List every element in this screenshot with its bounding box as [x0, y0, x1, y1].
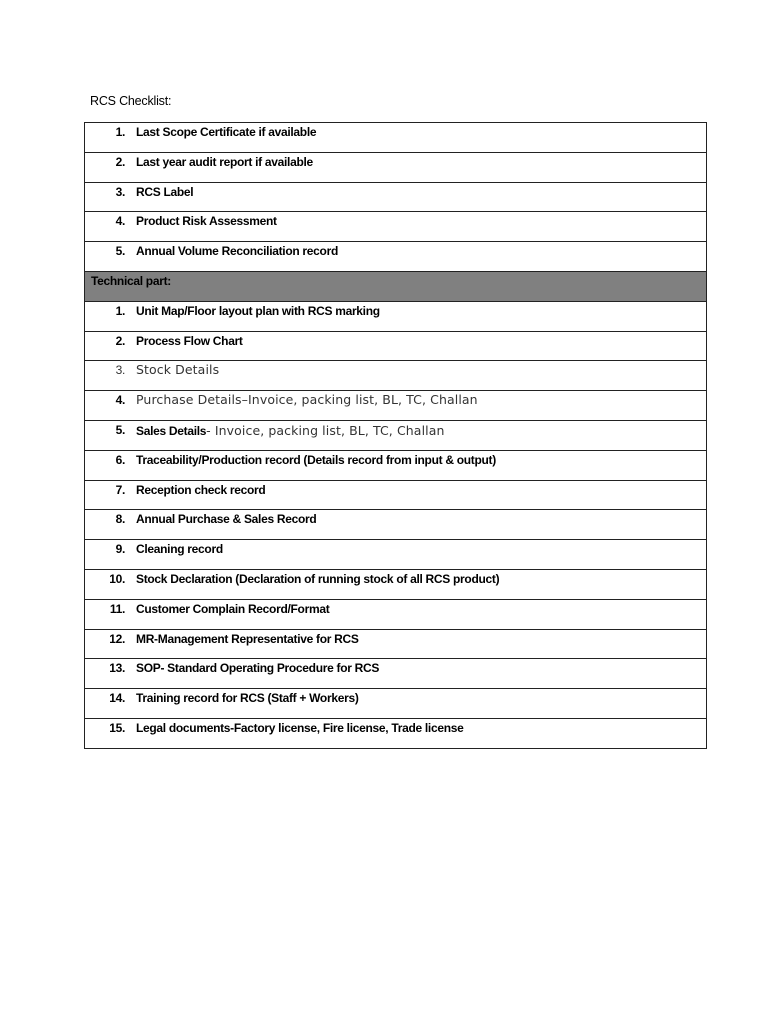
item-number: 12.	[109, 631, 125, 646]
item-number: 3.	[115, 363, 125, 378]
table-row	[85, 242, 707, 272]
item-text: Annual Volume Reconciliation record	[136, 244, 338, 259]
item-text: Last Scope Certificate if available	[136, 125, 317, 139]
table-row	[85, 212, 707, 242]
table-row	[85, 361, 707, 391]
item-text-bold: Sales Details	[136, 423, 207, 438]
item-number: 9.	[115, 542, 125, 557]
item-text: SOP- Standard Operating Procedure for RCS	[136, 661, 380, 676]
section-header-row	[85, 271, 707, 301]
item-text: Stock Declaration (Declaration of running stock of all RCS product)	[136, 571, 500, 586]
item-text: Customer Complain Record/Format	[136, 601, 330, 616]
item-text: Purchase Details–Invoice, packing list, BL, TC, Challan	[136, 392, 478, 408]
table-row	[85, 152, 707, 182]
table-row	[85, 629, 707, 659]
item-number: 14.	[109, 691, 125, 706]
item-text: Last year audit report if available	[136, 154, 313, 169]
item-text	[136, 423, 445, 438]
table-row	[85, 599, 707, 629]
item-text: Reception check record	[136, 482, 266, 497]
item-text: MR-Management Representative for RCS	[136, 631, 359, 646]
table-row	[85, 391, 707, 421]
table-row	[85, 510, 707, 540]
table-row	[85, 420, 707, 450]
item-number: 2.	[115, 154, 125, 169]
item-number: 4.	[115, 393, 125, 408]
item-number: 10.	[109, 571, 125, 586]
table-row	[85, 301, 707, 331]
item-text: Legal documents-Factory license, Fire license, Trade license	[136, 720, 464, 735]
table-row	[85, 569, 707, 599]
page-title: RCS Checklist:	[90, 94, 172, 108]
table-row	[85, 718, 707, 748]
item-number: 6.	[115, 452, 125, 467]
item-number: 15.	[109, 720, 125, 735]
item-number: 4.	[115, 214, 125, 229]
table-row	[85, 182, 707, 212]
item-text: Cleaning record	[136, 542, 223, 557]
item-number: 1.	[115, 125, 125, 139]
checklist-table	[84, 122, 707, 749]
table-row	[85, 689, 707, 719]
table-row	[85, 540, 707, 570]
table-row	[85, 123, 707, 153]
item-number: 5.	[115, 422, 125, 437]
item-number: 7.	[115, 482, 125, 497]
table-row	[85, 450, 707, 480]
item-number: 5.	[115, 244, 125, 259]
table-row	[85, 480, 707, 510]
item-text: Annual Purchase & Sales Record	[136, 512, 317, 527]
item-text: Unit Map/Floor layout plan with RCS marking	[136, 303, 380, 318]
item-number: 11.	[109, 601, 125, 616]
item-number: 1.	[115, 303, 125, 318]
item-text: Training record for RCS (Staff + Workers)	[136, 691, 359, 706]
item-text: Process Flow Chart	[136, 333, 243, 348]
table-row	[85, 659, 707, 689]
item-text: RCS Label	[136, 184, 194, 199]
item-number: 2.	[115, 333, 125, 348]
item-number: 13.	[109, 661, 125, 676]
item-text: Traceability/Production record (Details record from input & output)	[136, 452, 496, 467]
item-text: Product Risk Assessment	[136, 214, 277, 229]
section-label: Technical part:	[91, 273, 171, 288]
table-row	[85, 331, 707, 361]
item-text: Stock Details	[136, 362, 220, 378]
item-text-suffix: - Invoice, packing list, BL, TC, Challan	[206, 422, 445, 438]
item-number: 8.	[115, 512, 125, 527]
item-number: 3.	[115, 184, 125, 199]
